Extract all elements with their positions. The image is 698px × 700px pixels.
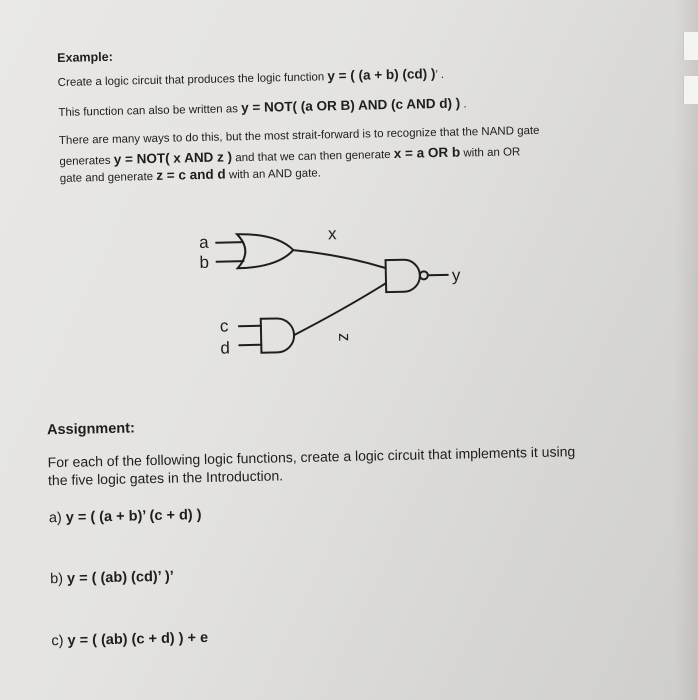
example-para-line-1: There are many ways to do this, but the most strait-forward is to recognize that the NAND gate [58, 124, 540, 147]
logic-circuit-diagram [8, 0, 698, 420]
para-formula-x: x = a OR b [393, 144, 461, 161]
wire-a [216, 242, 243, 243]
and-gate [261, 318, 295, 353]
example-line-1-prefix: Create a logic circuit that produces the logic function [57, 71, 328, 89]
para-text: and that we can then generate [231, 148, 394, 165]
item-formula: y = ( (ab) (cd)’ )’ [66, 568, 174, 587]
wire-b [217, 261, 244, 262]
para-text: generates [59, 154, 114, 168]
assignment-item-c [51, 630, 208, 649]
page-tab [683, 76, 698, 104]
assignment-intro-line-1: For each of the following logic functions, create a logic circuit that implements it using [47, 443, 576, 471]
item-formula: y = ( (a + b)’ (c + d) ) [65, 507, 202, 526]
item-label: b) [49, 570, 68, 588]
nand-gate [386, 259, 421, 292]
para-text: gate and generate [59, 170, 157, 185]
item-label: c) [51, 632, 68, 650]
wire-z-label: z [335, 332, 355, 342]
assignment-heading: Assignment: [46, 420, 135, 439]
worksheet-page [8, 0, 698, 700]
para-formula-y: y = NOT( x AND z ) [113, 149, 233, 167]
wire-x-label: x [327, 224, 337, 244]
assignment-intro-line-2: the five logic gates in the Introduction. [47, 467, 284, 489]
para-formula-z: z = c and d [156, 166, 226, 183]
para-text: with an OR [460, 146, 521, 160]
item-formula: y = ( (ab) (c + d) ) + e [67, 629, 209, 649]
wire-z [293, 283, 387, 335]
assignment-item-b [50, 569, 174, 588]
wire-x [293, 248, 385, 270]
example-line-2-suffix: . [460, 98, 467, 111]
page-tab [683, 32, 698, 60]
input-d-label: d [220, 338, 231, 358]
item-label: a) [48, 509, 66, 527]
example-line-2-formula: y = NOT( (a OR B) AND (c AND d) ) [240, 95, 461, 116]
or-gate [237, 233, 294, 268]
example-line-1-suffix: ’ . [435, 68, 445, 82]
example-line-1-formula: y = ( (a + b) (cd) ) [327, 66, 436, 84]
input-c-label: c [219, 316, 229, 336]
example-heading: Example: [57, 49, 113, 65]
page-edge-shadow [674, 0, 698, 700]
input-b-label: b [199, 252, 210, 273]
output-y-label: y [451, 265, 461, 285]
input-a-label: a [198, 232, 209, 253]
nand-bubble [420, 271, 428, 279]
para-text: with an AND gate. [225, 167, 322, 182]
assignment-item-a [49, 507, 202, 526]
example-line-2-prefix: This function can also be written as [58, 103, 242, 119]
